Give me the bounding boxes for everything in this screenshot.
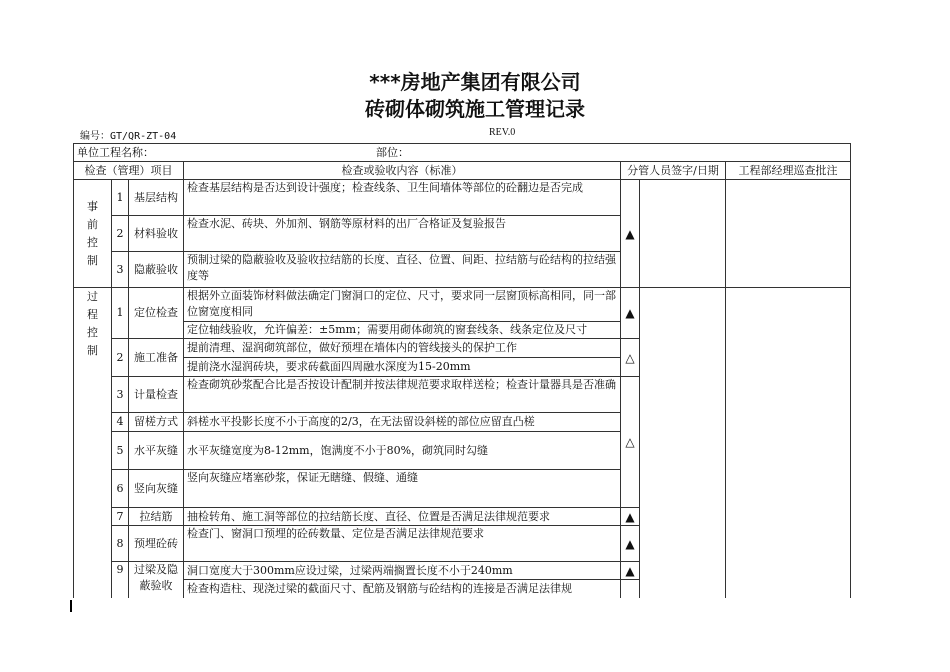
row-number: 7 <box>112 508 129 526</box>
row-number: 9 <box>112 562 129 598</box>
item-label: 计量检查 <box>129 377 184 413</box>
project-info-row <box>74 144 621 162</box>
filled-triangle-icon: ▲ <box>621 180 640 288</box>
row-number: 4 <box>112 413 129 432</box>
col-header-sign: 分管人员签字/日期 <box>621 162 726 180</box>
item-label: 预埋砼砖 <box>129 526 184 562</box>
document-code: 编号：GT/QR-ZT-04 <box>80 131 177 142</box>
row-number: 6 <box>112 470 129 508</box>
item-label: 留槎方式 <box>129 413 184 432</box>
item-content: 竖向灰缝应堵塞砂浆，保证无瞎缝、假缝、通缝 <box>184 470 621 508</box>
row-number: 2 <box>112 339 129 377</box>
record-table <box>73 143 851 598</box>
item-content: 提前浇水湿润砖块，要求砖截面四周融水深度为15-20mm <box>184 358 621 377</box>
project-name-label: 单位工程名称： <box>77 145 154 159</box>
record-title: 砖砌体砌筑施工管理记录 <box>365 97 585 121</box>
item-label: 隐蔽验收 <box>129 252 184 288</box>
project-info-fill[interactable] <box>621 144 851 162</box>
item-content: 斜槎水平投影长度不小于高度的2/3，在无法留设斜槎的部位应留直凸槎 <box>184 413 621 432</box>
col-header-content: 检查或验收内容（标准） <box>184 162 621 180</box>
item-label: 竖向灰缝 <box>129 470 184 508</box>
review-cell[interactable] <box>726 288 851 598</box>
item-content: 检查基层结构是否达到设计强度；检查线条、卫生间墙体等部位的砼翻边是否完成 <box>184 180 621 216</box>
revision-label: REV.0 <box>489 127 516 138</box>
phase-process-control: 过 程 控 制 <box>74 288 112 598</box>
item-label: 定位检查 <box>129 288 184 339</box>
hollow-triangle-icon: △ <box>621 377 640 508</box>
item-label: 材料验收 <box>129 216 184 252</box>
location-label: 部位： <box>376 145 409 159</box>
item-label: 水平灰缝 <box>129 432 184 470</box>
col-header-item: 检查（管理）项目 <box>74 162 184 180</box>
item-content: 检查砌筑砂浆配合比是否按设计配制并按法律规范要求取样送检；检查计量器具是否准确 <box>184 377 621 413</box>
table-edge-mark <box>70 600 72 612</box>
sign-cell[interactable] <box>640 288 726 598</box>
row-number: 1 <box>112 180 129 216</box>
row-number: 8 <box>112 526 129 562</box>
item-content: 抽检转角、施工洞等部位的拉结筋长度、直径、位置是否满足法律规范要求 <box>184 508 621 526</box>
item-content: 定位轴线验收，允许偏差：±5mm；需要用砌体砌筑的窗套线条、线条定位及尺寸 <box>184 322 621 339</box>
phase-pre-control: 事 前 控 制 <box>74 180 112 288</box>
filled-triangle-icon: ▲ <box>621 526 640 562</box>
item-content: 水平灰缝宽度为8-12mm，饱满度不小于80%，砌筑同时勾缝 <box>184 432 621 470</box>
sign-cell[interactable] <box>640 180 726 288</box>
item-label: 拉结筋 <box>129 508 184 526</box>
review-cell[interactable] <box>726 180 851 288</box>
row-number: 1 <box>112 288 129 339</box>
item-label: 基层结构 <box>129 180 184 216</box>
item-content: 检查水泥、砖块、外加剂、钢筋等原材料的出厂合格证及复验报告 <box>184 216 621 252</box>
item-label: 过梁及隐蔽验收 <box>129 562 184 598</box>
row-number: 3 <box>112 252 129 288</box>
item-content: 根据外立面装饰材料做法确定门窗洞口的定位、尺寸，要求同一层窗顶标高相同，同一部位窗宽度相同 <box>184 288 621 322</box>
filled-triangle-icon: ▲ <box>621 288 640 339</box>
row-number: 3 <box>112 377 129 413</box>
symbol-cell-empty <box>621 580 640 598</box>
item-content: 提前清理、湿润砌筑部位，做好预埋在墙体内的管线接头的保护工作 <box>184 339 621 358</box>
row-number: 2 <box>112 216 129 252</box>
hollow-triangle-icon: △ <box>621 339 640 377</box>
item-content: 检查构造柱、现浇过梁的截面尺寸、配筋及钢筋与砼结构的连接是否满足法律规 <box>184 580 621 598</box>
filled-triangle-icon: ▲ <box>621 508 640 526</box>
item-content: 预制过梁的隐蔽验收及验收拉结筋的长度、直径、位置、间距、拉结筋与砼结构的拉结强度等 <box>184 252 621 288</box>
company-title: ***房地产集团有限公司 <box>369 70 581 94</box>
item-label: 施工准备 <box>129 339 184 377</box>
item-content: 检查门、窗洞口预埋的砼砖数量、定位是否满足法律规范要求 <box>184 526 621 562</box>
filled-triangle-icon: ▲ <box>621 562 640 580</box>
row-number: 5 <box>112 432 129 470</box>
col-header-review: 工程部经理巡查批注 <box>726 162 851 180</box>
item-content: 洞口宽度大于300mm应设过梁，过梁两端搁置长度不小于240mm <box>184 562 621 580</box>
